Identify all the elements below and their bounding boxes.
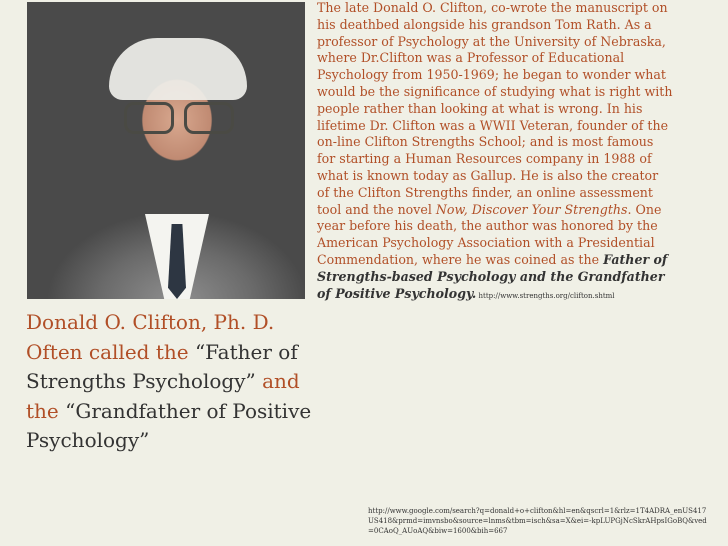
portrait-photo xyxy=(27,2,305,299)
bio-part-2: . One year before his death, the author was honored by the American Psychology Association with a Presidential Commendation, where he was coined as the xyxy=(317,201,662,267)
caption-and: and the xyxy=(26,369,300,423)
bold-phrase: Father of Strengths-based Psychology and the Grandfather of Positive Psychology. xyxy=(317,251,668,301)
bio-part-1: The late Donald O. Clifton, co-wrote the manuscript on his deathbed alongside his grandson Tom Rath. As a professor of Psychology at the University of Nebraska, where Dr.Clifton was a Professor of Educational Psychology from 1950-1969; he began to wonder what would be the significance of studying what is right with people rather than looking at what is wrong. In his lifetime Dr. Clifton was a WWII Veteran, founder of the on-line Clifton Strengths School; and is most famous for starting a Human Resources company in 1988 of what is known today as Gallup. He is also the creator of the Clifton Strengths finder, an online assessment tool and the novel xyxy=(317,0,673,217)
photo-caption xyxy=(26,308,326,456)
caption-name: Donald O. Clifton, Ph. D. xyxy=(26,310,275,334)
caption-often: Often called the xyxy=(26,339,195,364)
caption-quote-1: “Father of Strengths Psychology” xyxy=(26,339,298,393)
glasses-shape xyxy=(124,102,234,130)
image-source-link[interactable]: http://www.google.com/search?q=donald+o+clifton&hl=en&qscrl=1&rlz=1T4ADRA_enUS417US418&prmd=imvnsbo&source=lnms&tbm=isch&sa=X&ei=-kpLUPGjNcSkrAHpsIGoBQ&ved=0CAoQ_AUoAQ&biw=1600&bih=667 xyxy=(368,507,707,535)
biography-text xyxy=(317,0,673,304)
caption-quote-2: “Grandfather of Positive Psychology” xyxy=(26,398,312,452)
book-title: Now, Discover Your Strengths xyxy=(435,201,628,217)
hair-shape xyxy=(109,38,247,100)
source-link[interactable]: http://www.strengths.org/clifton.shtml xyxy=(476,291,615,300)
